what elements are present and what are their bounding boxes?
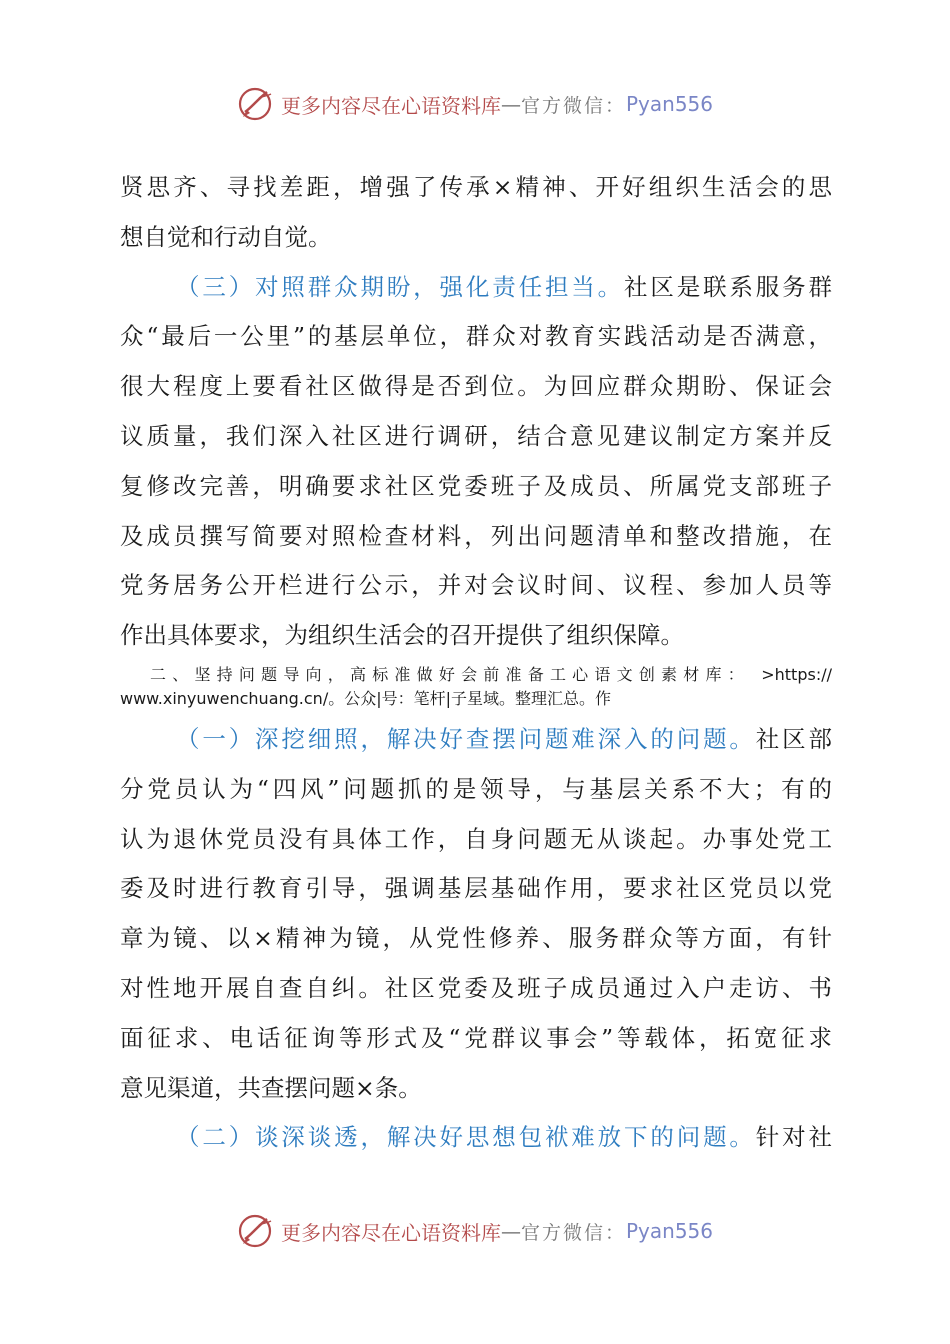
footer-banner (0, 1211, 950, 1251)
paragraph-heading-line (120, 1113, 832, 1163)
text-line: 党务居务公开栏进行公示，并对会议时间、议程、参加人员等 (120, 571, 832, 600)
text-line: 章为镜、以×精神为镜，从党性修养、服务群众等方面，有针 (120, 924, 832, 953)
document-body (120, 163, 832, 1163)
banner-wechat-label: 官方微信： (520, 1221, 626, 1244)
paragraph-heading-line (120, 263, 832, 313)
text-line: 议质量，我们深入社区进行调研，结合意见建议制定方案并反 (120, 421, 832, 450)
text-line: 分党员认为“四风”问题抓的是领导，与基层关系不大；有的 (120, 774, 832, 803)
text-run: 社区是联系服务群 (624, 272, 832, 301)
banner-brand-text: 更多内容尽在心语资料库 (280, 1220, 501, 1245)
section-heading: （一）深挖细照，解决好查摆问题难深入的问题。 (176, 724, 756, 753)
watermark-block (120, 661, 832, 715)
watermark-line: 二、坚持问题导向，高标准做好会前准备工心语文创素材库： >https:// (150, 664, 832, 684)
banner-separator: — (500, 92, 521, 116)
paragraph-heading-line (120, 715, 832, 765)
text-line: 想自觉和行动自觉。 (120, 222, 332, 251)
section-heading: （三）对照群众期盼，强化责任担当。 (176, 272, 625, 301)
text-line: 对性地开展自查自纠。社区党委及班子成员通过入户走访、书 (120, 973, 832, 1002)
text-line: 认为退休党员没有具体工作，自身问题无从谈起。办事处党工 (120, 824, 832, 853)
section-heading: （二）谈深谈透，解决好思想包袱难放下的问题。 (176, 1123, 756, 1152)
header-banner (0, 84, 950, 124)
text-line: 复修改完善，明确要求社区党委班子及成员、所属党支部班子 (120, 471, 832, 500)
text-line: 贤思齐、寻找差距，增强了传承×精神、开好组织生活会的思 (120, 173, 832, 201)
text-line: 作出具体要求，为组织生活会的召开提供了组织保障。 (120, 621, 684, 650)
banner-wechat-id: Pyan556 (626, 92, 714, 116)
watermark-line: www.xinyuwenchuang.cn/。公众|号：笔杆|子星域。整理汇总。作 (120, 688, 611, 708)
text-line: 及成员撰写简要对照检查材料，列出问题清单和整改措施，在 (120, 521, 832, 550)
pen-logo-icon (237, 86, 277, 122)
banner-separator: — (500, 1219, 521, 1243)
text-run: 针对社 (755, 1123, 832, 1152)
banner-wechat-id: Pyan556 (626, 1219, 714, 1243)
text-line: 很大程度上要看社区做得是否到位。为回应群众期盼、保证会 (120, 372, 832, 401)
text-run: 社区部 (755, 724, 832, 753)
text-line: 众“最后一公里”的基层单位，群众对教育实践活动是否满意， (120, 322, 832, 351)
banner-wechat-label: 官方微信： (520, 94, 626, 117)
pen-logo-icon (237, 1213, 277, 1249)
text-line: 面征求、电话征询等形式及“党群议事会”等载体，拓宽征求 (120, 1023, 832, 1052)
text-line: 意见渠道，共查摆问题×条。 (120, 1073, 422, 1102)
text-line: 委及时进行教育引导，强调基层基础作用，要求社区党员以党 (120, 874, 832, 903)
banner-brand-text: 更多内容尽在心语资料库 (280, 93, 501, 118)
